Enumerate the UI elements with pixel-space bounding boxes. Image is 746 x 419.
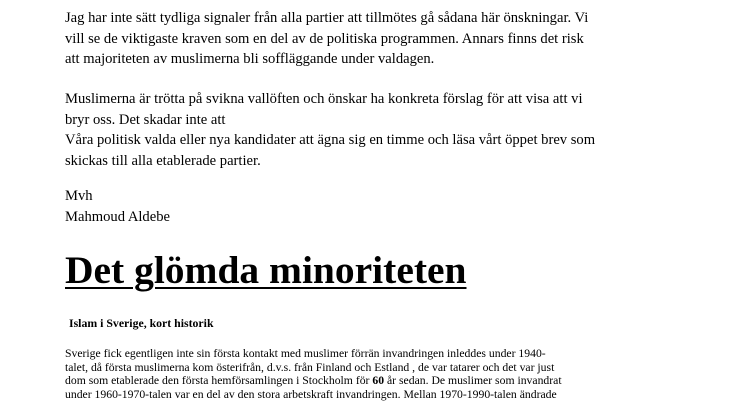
text-line: Sverige fick egentligen inte sin första kontakt med muslimer förrän invandringen inleddes under 1940- bbox=[65, 347, 546, 360]
text-segment: år sedan. De muslimer som invandrat bbox=[384, 374, 562, 388]
text-line: Muslimerna är trötta på svikna vallöften och önskar ha konkreta förslag för att visa att vi bbox=[65, 91, 583, 107]
article-title: Det glömda minoriteten bbox=[65, 248, 467, 292]
text-line: bryr oss. Det skadar inte att bbox=[65, 111, 226, 128]
article-subtitle: Islam i Sverige, kort historik bbox=[69, 316, 214, 330]
bold-number: 60 bbox=[372, 374, 385, 388]
letter-paragraph-2 bbox=[65, 89, 595, 171]
text-line: talet, då första muslimerna kom österifrån, d.v.s. från Finland och Estland , de var tatarer och det var just bbox=[65, 360, 555, 374]
text-line: under 1960-1970-talen var en del av den stora arbetskraft invandringen. Mellan 1970-1990-talen ändrade bbox=[65, 387, 557, 401]
text-line: Våra politisk valda eller nya kandidater att ägna sig en timme och läsa vårt öppet brev som bbox=[65, 132, 596, 148]
article-body bbox=[65, 347, 562, 401]
letter-paragraph-1 bbox=[65, 8, 588, 70]
text-line: Jag har inte sätt tydliga signaler från alla partier att tillmötes gå sådana här önskningar. Vi bbox=[65, 10, 589, 26]
text-segment: dom som etablerade den första hemförsamlingen i Stockholm för bbox=[65, 374, 373, 388]
letter-signoff bbox=[65, 186, 170, 227]
text-line: vill se de viktigaste kraven som en del av de politiska programmen. Annars finns det risk bbox=[65, 30, 584, 47]
signature-name: Mahmoud Aldebe bbox=[65, 208, 170, 225]
text-line: att majoriteten av muslimerna bli soffläggande under valdagen. bbox=[65, 51, 435, 67]
closing-text: Mvh bbox=[65, 188, 93, 204]
text-line bbox=[65, 374, 562, 388]
text-line: skickas till alla etablerade partier. bbox=[65, 152, 261, 169]
